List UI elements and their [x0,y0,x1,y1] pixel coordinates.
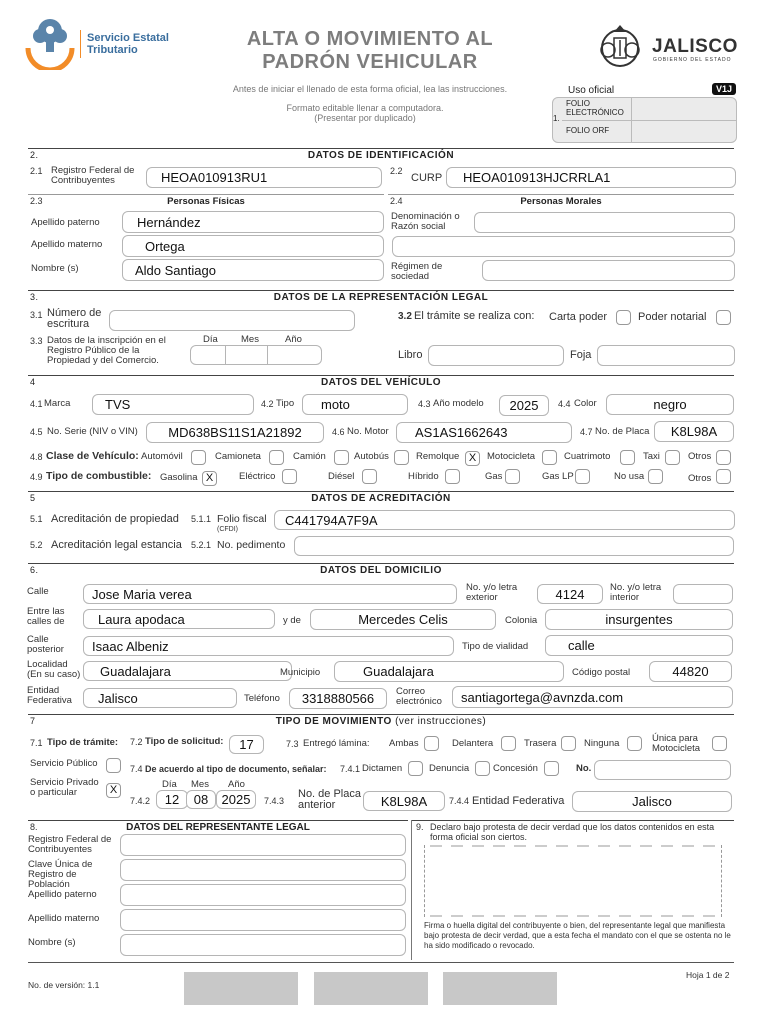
lamina-ninguna: Ninguna [584,738,620,749]
uso-divider-v [631,98,632,142]
num-4-1: 4.1 [30,399,43,409]
comb-otros-checkbox[interactable] [716,469,731,484]
acreditacion-estancia-label: Acreditación legal estancia [51,539,182,551]
org-name-1: Servicio Estatal [87,32,169,44]
curp-field[interactable]: HEOA010913HJCRRLA1 [446,167,736,188]
doc-dictamen-checkbox[interactable] [408,761,423,776]
num-4-9: 4.9 [30,472,43,482]
entidad-field[interactable]: Jalisco [83,688,237,708]
pedimento-label: No. pedimento [217,539,286,551]
lamina-unica: Única para Motocicleta [652,733,701,754]
folio-fiscal-field[interactable]: C441794A7F9A [274,510,735,530]
denominacion-field-2[interactable] [392,236,735,257]
doc-no-field[interactable] [594,760,731,780]
section-number: 4 [30,377,36,387]
rfc-field[interactable]: HEOA010913RU1 [146,167,382,188]
color-field[interactable]: negro [606,394,734,415]
ser-logo-icon [24,14,76,70]
telefono-field[interactable]: 3318880566 [289,688,387,709]
rep-nombre-label: Nombre (s) [28,937,76,948]
anio-label: Año [285,334,302,345]
codigo-postal-field[interactable]: 44820 [649,661,732,682]
calle-label: Calle [27,586,49,597]
entrego-lamina-label: Entregó lámina: [303,738,370,749]
jalisco-wordmark: JALISCO [652,36,738,57]
apellido-paterno-field[interactable]: Hernández [122,211,384,233]
num-3-3: 3.3 [30,336,43,346]
section-9-topline [412,820,734,821]
clase-motocicleta-checkbox[interactable] [542,450,557,465]
entre-calle-1-field[interactable]: Laura apodaca [83,609,275,629]
fecha-mes-label: Mes [191,779,209,790]
date-divider-1 [225,345,226,365]
comb-diesel: Diésel [328,471,355,482]
num-4-6: 4.6 [332,427,345,437]
placa-label: No. de Placa [595,426,650,437]
acreditacion-propiedad-label: Acreditación de propiedad [51,513,179,525]
num-2-2: 2.2 [390,166,403,176]
interior-field[interactable] [673,584,733,604]
clase-taxi-checkbox[interactable] [665,450,680,465]
lamina-delantera-checkbox[interactable] [501,736,516,751]
comb-gas-lp-checkbox[interactable] [575,469,590,484]
curp-label: CURP [411,172,443,184]
denominacion-field[interactable] [474,212,735,233]
entidad-federativa-label: Entidad Federativa [472,795,565,807]
clase-otros-checkbox[interactable] [716,450,731,465]
section-6-header [28,563,734,576]
declaracion-text: Declaro bajo protesta de decir verdad que los datos contenidos en esta forma oficial son ciertos. [430,822,715,842]
poder-notarial-label: Poder notarial [638,311,707,323]
doc-concesion-checkbox[interactable] [544,761,559,776]
clase-cuatrimoto-checkbox[interactable] [620,450,635,465]
section-7-header [28,714,734,727]
comb-otros: Otros [688,473,712,484]
localidad-field[interactable]: Guadalajara [83,661,292,681]
doc-denuncia-checkbox[interactable] [475,761,490,776]
fecha-anio-field[interactable]: 2025 [216,790,256,809]
escritura-field[interactable] [109,310,355,331]
folio-fiscal-label: Folio fiscal [217,513,267,525]
lamina-unica-checkbox[interactable] [712,736,727,751]
motor-field[interactable]: AS1AS1662643 [396,422,572,443]
section-number: 5 [30,493,36,503]
section-number: 3. [30,292,39,302]
poder-notarial-checkbox[interactable] [716,310,731,325]
firma-text: Firma o huella digital del contribuyente o bien, del representante legal que manifiesta bajo protesta de decir verdad, que a esta fecha el mandato con el que se ostenta no le ha sido modificado o revocado. [424,921,731,950]
foja-label: Foja [570,349,592,361]
section-4-header [28,375,734,388]
rep-ap-label: Apellido paterno [28,889,97,900]
footer-button-1[interactable] [184,972,298,1005]
num-5-1: 5.1 [30,514,43,524]
section-number: 6. [30,565,39,575]
folio-orf-label: FOLIO ORF [566,126,610,135]
clase-motocicleta: Motocicleta [487,451,536,462]
comb-gasolina-checkbox[interactable]: X [202,471,217,486]
rep-nombre-field[interactable] [120,934,406,956]
pedimento-field[interactable] [294,536,734,556]
num-7-4-4: 7.4.4 [449,796,470,806]
num-4-7: 4.7 [580,427,593,437]
fecha-dia-field[interactable]: 12 [156,790,188,809]
y-de-label: y de [283,615,301,626]
codigo-postal-label: Código postal [572,667,631,678]
tipo-documento-label: De acuerdo al tipo de documento, señalar: [145,764,327,774]
nombre-label: Nombre (s) [31,263,79,274]
instructions-text: Antes de iniciar el llenado de esta forma oficial, lea las instrucciones. [232,84,508,94]
ser-logo [24,14,76,70]
clase-camioneta-checkbox[interactable] [269,450,284,465]
clase-autobus: Autobús [354,451,389,462]
apellido-materno-label: Apellido materno [31,239,103,250]
apellido-materno-field[interactable]: Ortega [122,235,384,257]
calle-posterior-label: Calle posterior [27,634,64,655]
title-line-2: PADRÓN VEHICULAR [262,51,478,73]
section-number: 2. [30,150,39,160]
placa-anterior-label: No. de Placa anterior [298,788,361,811]
lamina-ninguna-checkbox[interactable] [627,736,642,751]
exterior-field[interactable]: 4124 [537,584,603,604]
placa-anterior-field[interactable]: K8L98A [363,791,445,811]
gobierno-wordmark: GOBIERNO DEL ESTADO [653,57,732,63]
section-number: 7 [30,716,36,726]
uso-divider-h [562,120,736,121]
libro-field[interactable] [428,345,564,366]
num-3-1: 3.1 [30,310,43,320]
rep-am-label: Apellido materno [28,913,100,924]
municipio-label: Municipio [280,667,321,678]
entidad-federativa-field[interactable]: Jalisco [572,791,732,812]
section-title: DATOS DEL DOMICILIO [320,565,442,576]
org-name-2: Tributario [87,44,138,56]
doc-denuncia: Denuncia [429,763,470,774]
comb-no-usa-checkbox[interactable] [648,469,663,484]
foja-field[interactable] [597,345,735,366]
clase-camioneta: Camioneta [215,451,261,462]
colonia-label: Colonia [505,615,538,626]
num-7-4-3: 7.4.3 [264,796,285,806]
num-4-4: 4.4 [558,399,571,409]
comb-gas-checkbox[interactable] [505,469,520,484]
clase-cuatrimoto: Cuatrimoto [564,451,611,462]
entre-calles-label: Entre las calles de [27,606,65,627]
entidad-label: Entidad Federativa [27,685,72,706]
apellido-paterno-label: Apellido paterno [31,217,100,228]
rep-curp-field[interactable] [120,859,406,881]
combustible-label: Tipo de combustible: [46,470,152,482]
footer-line [28,962,734,963]
regimen-field[interactable] [482,260,735,281]
uso-oficial-label: Uso oficial [568,85,615,96]
servicio-privado-checkbox[interactable]: X [106,783,121,798]
format-text-1: Formato editable llenar a computadora. [286,103,444,113]
color-label: Color [574,398,597,409]
section-9-divider [411,820,412,960]
municipio-field[interactable]: Guadalajara [334,661,564,682]
folio-electronico-label: FOLIO ELECTRÓNICO [566,99,624,117]
comb-gas-lp: Gas LP [542,471,574,482]
num-7-1: 7.1 [30,738,43,748]
placa-field[interactable]: K8L98A [654,421,734,442]
comb-diesel-checkbox[interactable] [362,469,377,484]
subheader-morales: 2.4 Personas Morales [388,194,734,206]
comb-no-usa: No usa [614,471,645,482]
marca-label: Marca [44,398,71,409]
correo-field[interactable]: santiagortega@avnzda.com [452,686,733,708]
entre-calle-2-field[interactable]: Mercedes Celis [310,609,496,630]
section-subtitle: (ver instrucciones) [395,716,487,727]
inscripcion-date-field[interactable] [190,345,322,365]
interior-label: No. y/o letra interior [610,582,662,603]
libro-label: Libro [398,349,423,361]
num-4-5: 4.5 [30,427,43,437]
num-7-4: 7.4 [130,764,143,774]
format-text-2: (Presentar por duplicado) [314,113,416,123]
doc-no-label: No. [576,763,592,774]
doc-dictamen: Dictamen [362,763,403,774]
lamina-delantera: Delantera [452,738,494,749]
servicio-privado-label: Servicio Privado o particular [30,777,99,798]
vialidad-field[interactable]: calle [545,635,733,656]
clase-remolque: Remolque [416,451,460,462]
comb-electrico: Eléctrico [239,471,276,482]
num-5-2-1: 5.2.1 [191,540,212,550]
telefono-label: Teléfono [244,693,280,704]
comb-hibrido: Híbrido [408,471,439,482]
tipo-tramite-label: Tipo de trámite: [47,737,119,748]
subheader-fisicas: 2.3 Personas Físicas [28,194,384,206]
comb-hibrido-checkbox[interactable] [445,469,460,484]
footer-button-2[interactable] [314,972,428,1005]
num-7-4-1: 7.4.1 [340,764,361,774]
vialidad-label: Tipo de vialidad [462,641,529,652]
num-4-8: 4.8 [30,452,43,462]
dia-label: Día [203,334,218,345]
clase-camion: Camión [293,451,326,462]
comb-electrico-checkbox[interactable] [282,469,297,484]
denominacion-label: Denominación o Razón social [391,211,460,232]
inscripcion-label: Datos de la inscripción en el Registro Público de la Propiedad y del Comercio. [47,335,166,366]
comb-gasolina: Gasolina [160,472,198,483]
serie-field[interactable]: MD638BS11S1A21892 [146,422,324,443]
num-9: 9. [416,822,424,832]
num-5-2: 5.2 [30,540,43,550]
rep-curp-label: Clave Única de Registro de Población [28,859,93,890]
serie-label: No. Serie (NIV o VIN) [47,426,138,437]
page-number: Hoja 1 de 2 [686,970,730,980]
num-4-3: 4.3 [418,399,431,409]
marca-field[interactable]: TVS [92,394,254,415]
version-text: No. de versión: 1.1 [28,980,100,990]
section-5-header [28,491,734,504]
rep-rfc-label: Registro Federal de Contribuyentes [28,834,112,855]
clase-camion-checkbox[interactable] [334,450,349,465]
regimen-label: Régimen de sociedad [391,261,443,282]
lamina-ambas-checkbox[interactable] [424,736,439,751]
rfc-label: Registro Federal de Contribuyentes [51,165,135,186]
clase-otros: Otros [688,451,712,462]
num-7-3: 7.3 [286,739,299,749]
nombre-field[interactable]: Aldo Santiago [122,259,384,281]
section-title: DATOS DE IDENTIFICACIÓN [307,150,455,161]
num-7-4-2: 7.4.2 [130,796,151,806]
cfdi-label: (CFDI) [217,526,238,533]
motor-label: No. Motor [347,426,389,437]
tipo-label: Tipo [276,398,295,409]
lamina-ambas: Ambas [389,738,419,749]
correo-label: Correo electrónico [396,686,442,707]
colonia-field[interactable]: insurgentes [545,609,733,630]
clase-taxi: Taxi [643,451,660,462]
num-5-1-1: 5.1.1 [191,514,212,524]
localidad-label: Localidad (En su caso) [27,659,81,680]
clase-remolque-checkbox[interactable]: X [465,451,480,466]
num-7-2: 7.2 [130,737,143,747]
jalisco-seal-icon [594,22,646,70]
tipo-solicitud-field[interactable]: 17 [229,735,264,754]
num-4-2: 4.2 [261,399,274,409]
rep-ap-field[interactable] [120,884,406,906]
footer-button-3[interactable] [443,972,557,1005]
num-2-1: 2.1 [30,166,43,176]
title-line-1: ALTA O MOVIMIENTO AL [246,28,494,50]
lamina-trasera-checkbox[interactable] [561,736,576,751]
exterior-label: No. y/o letra exterior [466,582,518,603]
mes-label: Mes [241,334,259,345]
doc-concesion: Concesión [493,763,538,774]
clase-label: Clase de Vehículo: [46,450,139,462]
section-2-header [28,148,734,161]
section-title: DATOS DEL VEHÍCULO [320,377,442,388]
section-title: TIPO DE MOVIMIENTO [275,716,392,727]
box-number: 1. [553,114,560,123]
carta-poder-checkbox[interactable] [616,310,631,325]
section-title: DATOS DE ACREDITACIÓN [311,493,451,504]
tipo-field[interactable]: moto [302,394,408,415]
section-8-header: 8. DATOS DEL REPRESENTANTE LEGAL [28,820,408,832]
clase-automovil-checkbox[interactable] [191,450,206,465]
carta-poder-label: Carta poder [549,311,608,323]
modelo-label: Año modelo [433,398,484,409]
comb-gas: Gas [485,471,503,482]
clase-automovil: Automóvil [141,451,183,462]
fecha-dia-label: Día [162,779,177,790]
form-code-badge: V1J [712,83,736,95]
servicio-publico-checkbox[interactable] [106,758,121,773]
org-divider [80,30,81,58]
rep-rfc-field[interactable] [120,834,406,856]
modelo-field[interactable]: 2025 [499,395,549,416]
date-divider-2 [267,345,268,365]
escritura-label: Número de escritura [47,307,102,330]
section-title: DATOS DE LA REPRESENTACIÓN LEGAL [273,292,489,303]
num-3-2: 3.2 [398,311,412,322]
calle-field[interactable]: Jose Maria verea [83,584,457,604]
fecha-anio-label: Año [228,779,245,790]
servicio-publico-label: Servicio Público [30,758,98,769]
fecha-mes-field[interactable]: 08 [186,790,216,809]
tramite-con-label: El trámite se realiza con: [414,310,535,322]
lamina-trasera: Trasera [524,738,557,749]
rep-am-field[interactable] [120,909,406,931]
clase-autobus-checkbox[interactable] [394,450,409,465]
firma-box-lines [424,842,722,920]
tipo-solicitud-label: Tipo de solicitud: [145,736,224,747]
calle-posterior-field[interactable]: Isaac Albeniz [83,636,454,656]
section-3-header [28,290,734,303]
